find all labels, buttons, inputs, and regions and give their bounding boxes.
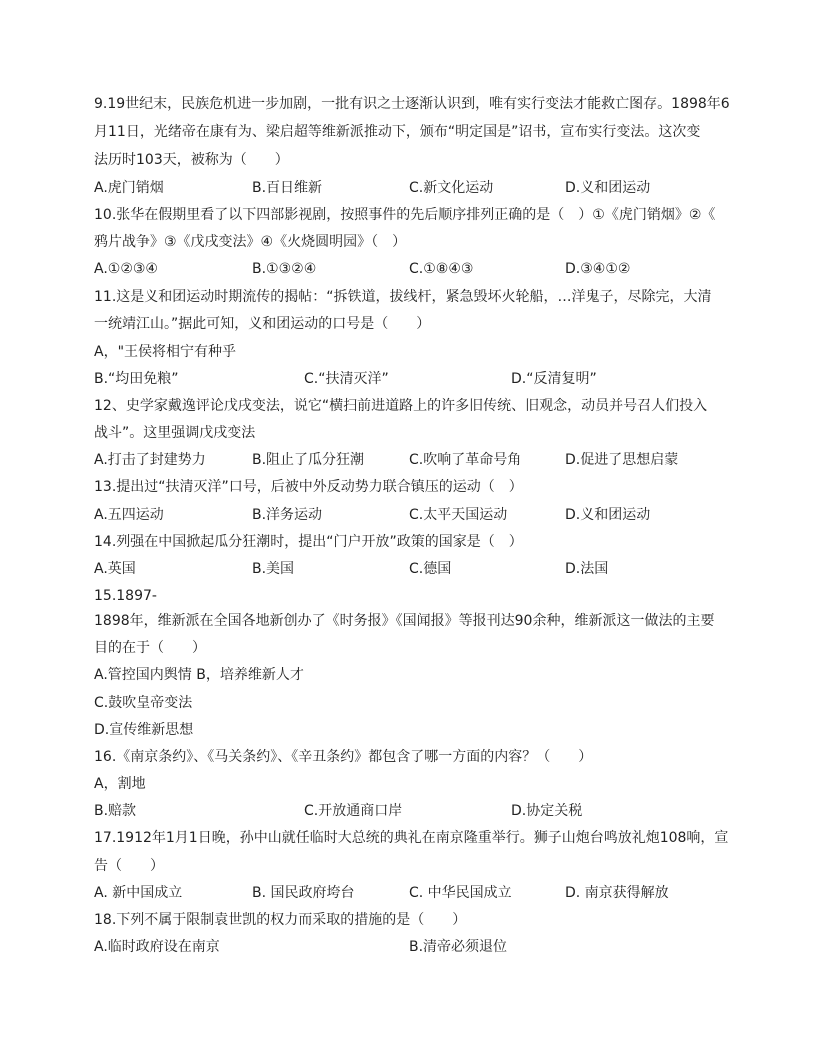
q15-option-c: C.鼓吹皇帝变法 [94,695,193,711]
q16-option-a: A，割地 [94,776,146,792]
q13-option-a: A.五四运动 [94,507,164,523]
q16-line-1: 16.《南京条约》、《马关条约》、《辛丑条约》都包含了哪一方面的内容？（ ） [94,749,593,765]
q16-option-b: B.赔款 [94,803,137,819]
q9-option-d: D.义和团运动 [565,180,651,196]
q14-option-c: C.德国 [409,561,452,577]
q13-option-d: D.义和团运动 [565,507,651,523]
q10-line-1: 10.张华在假期里看了以下四部影视剧，按照事件的先后顺序排列正确的是（ ）①《虎门销烟》②《 [94,207,716,223]
q18-line-1: 18.下列不属于限制袁世凯的权力而采取的措施的是（ ） [94,912,467,928]
q18-option-b: B.清帝必须退位 [409,939,508,955]
q11-option-b: B.“均田免粮” [94,371,179,387]
q9-line-2: 月11日，光绪帝在康有为、梁启超等维新派推动下，颁布“明定国是”诏书，宣布实行变法。这次变 [94,124,701,140]
q11-option-d: D.“反清复明” [511,371,597,387]
q10-option-d: D.③④①② [565,261,631,277]
q9-line-1: 9.19世纪末，民族危机进一步加剧，一批有识之士逐渐认识到，唯有实行变法才能救亡图存。1898年6 [94,96,730,112]
q12-option-b: B.阻止了瓜分狂潮 [252,452,365,468]
q11-option-a: A，"王侯将相宁有种乎 [94,344,237,360]
q14-option-d: D.法国 [565,561,609,577]
q15-option-d: D.宣传维新思想 [94,722,194,738]
q9-option-a: A.虎门销烟 [94,180,164,196]
q10-option-c: C.①⑧④③ [409,261,474,277]
q17-option-d: D. 南京获得解放 [565,885,669,901]
q13-option-b: B.洋务运动 [252,507,323,523]
q15-option-ab: A.管控国内舆情 B，培养维新人才 [94,667,304,683]
q10-option-b: B.①③②④ [252,261,317,277]
q17-option-a: A. 新中国成立 [94,885,183,901]
q15-line-3: 目的在于（ ） [94,640,206,656]
q14-option-a: A.英国 [94,561,136,577]
q18-option-a: A.临时政府设在南京 [94,939,220,955]
q9-option-b: B.百日维新 [252,180,323,196]
q13-option-c: C.太平天国运动 [409,507,508,523]
q15-line-1: 15.1897- [94,588,157,604]
q12-option-d: D.促进了思想启蒙 [565,452,679,468]
q16-option-c: C.开放通商口岸 [304,803,403,819]
q17-option-b: B. 国民政府垮台 [252,885,355,901]
q17-option-c: C. 中华民国成立 [409,885,512,901]
q12-option-a: A.打击了封建势力 [94,452,206,468]
q10-option-a: A.①②③④ [94,261,158,277]
q15-line-2: 1898年，维新派在全国各地新创办了《时务报》《国闻报》等报刊达90余种，维新派这一做法的主要 [94,613,715,629]
q11-line-1: 11.这是义和团运动时期流传的揭帖：“拆铁道，拔线杆，紧急毁坏火轮船，…洋鬼子，尽除完，大清 [94,289,712,305]
q9-line-3: 法历时103天，被称为（ ） [94,152,289,168]
q9-option-c: C.新文化运动 [409,180,494,196]
q12-line-1: 12、史学家戴逸评论戊戌变法，说它“横扫前进道路上的许多旧传统、旧观念，动员并号召人们投入 [94,398,708,414]
q13-line-1: 13.提出过“扶清灭洋”口号，后被中外反动势力联合镇压的运动（ ） [94,479,523,495]
q10-line-2: 鸦片战争》③《戊戌变法》④《火烧圆明园》（ ） [94,234,407,250]
q14-option-b: B.美国 [252,561,295,577]
q16-option-d: D.协定关税 [511,803,583,819]
q17-line-2: 告（ ） [94,858,164,874]
q14-line-1: 14.列强在中国掀起瓜分狂潮时，提出“门户开放”政策的国家是（ ） [94,534,523,550]
q12-option-c: C.吹响了革命号角 [409,452,522,468]
q17-line-1: 17.1912年1月1日晚，孙中山就任临时大总统的典礼在南京隆重举行。狮子山炮台鸣放礼炮108响，宣 [94,830,729,846]
q11-option-c: C.“扶清灭洋” [304,371,389,387]
q11-line-2: 一统靖江山。”据此可知，义和团运动的口号是（ ） [94,316,431,332]
q12-line-2: 战斗”。这里强调戊戌变法 [94,425,256,441]
